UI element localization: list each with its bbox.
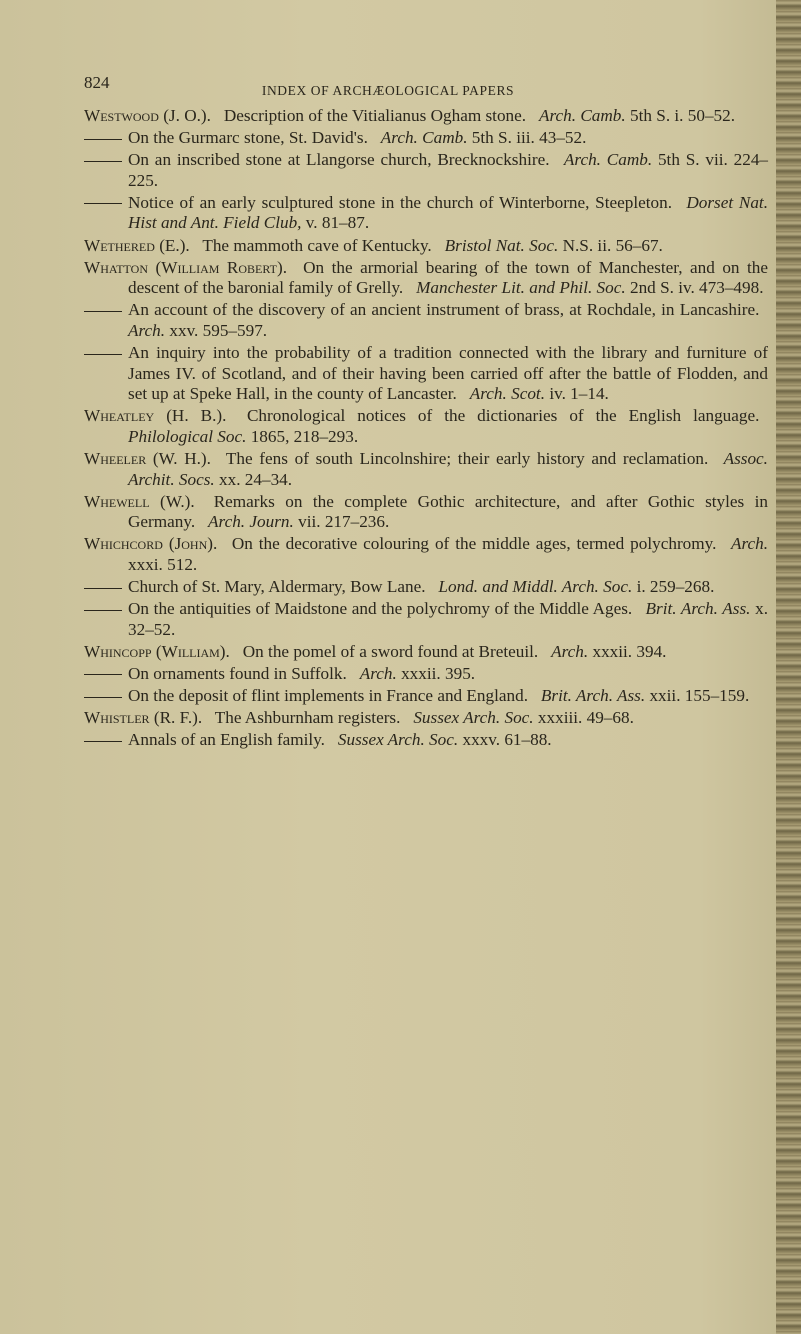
entry-journal: Brit. Arch. Ass.: [540, 686, 646, 706]
ditto-dash: [84, 139, 122, 140]
entry-author: Wheatley: [84, 406, 155, 426]
entry-reference: xxxiii. 49–68.: [537, 708, 634, 728]
index-entries: [84, 106, 768, 752]
index-entry: [84, 106, 768, 127]
entry-journal: Sussex Arch. Soc.: [337, 730, 459, 750]
entry-journal: Arch.: [359, 663, 397, 683]
entry-journal: Sussex Arch. Soc.: [413, 708, 534, 728]
entry-author-names: (W. H.).: [152, 449, 211, 468]
entry-author-names: (E.).: [159, 235, 190, 255]
entry-reference: i. 259–268.: [636, 577, 715, 597]
entry-title: On the antiquities of Maidstone and the polychromy of the Middle Ages.: [128, 599, 633, 619]
entry-reference: 1865, 218–293.: [250, 426, 359, 446]
index-entry: [84, 599, 768, 640]
entry-title: Chronological notices of the dictionaries of the English language.: [246, 406, 760, 426]
entry-author: Westwood: [84, 106, 159, 125]
ditto-dash: [84, 203, 122, 204]
index-entry: [84, 534, 768, 575]
entry-author-names: (John).: [168, 534, 218, 554]
entry-title: On an inscribed stone at Llangorse church, Brecknockshire.: [128, 150, 550, 170]
entry-title: The mammoth cave of Kentucky.: [202, 235, 432, 255]
entry-title: On the armorial bearing of the town of Manchester, and on the descent of the baronial family of Grelly.: [128, 257, 769, 298]
running-title: INDEX OF ARCHÆOLOGICAL PAPERS: [261, 83, 515, 98]
entry-title: Remarks on the complete Gothic architecture, and after Gothic styles in Germany.: [128, 491, 769, 532]
entry-reference: xxxii. 394.: [592, 641, 667, 661]
entry-author: Wethered: [84, 235, 155, 255]
entry-journal: Brit. Arch. Ass.: [645, 599, 751, 619]
entry-author: Whichcord: [84, 534, 163, 554]
entry-title: Notice of an early sculptured stone in the church of Winterborne, Steepleton.: [128, 192, 673, 212]
entry-journal: Arch.: [730, 534, 769, 554]
entry-title: An account of the discovery of an ancient instrument of brass, at Rochdale, in Lancashire.: [128, 300, 760, 320]
entry-reference: vii. 217–236.: [298, 512, 390, 532]
entry-reference: xxxii. 395.: [401, 663, 476, 683]
ditto-dash: [84, 674, 122, 675]
ditto-dash: [84, 161, 122, 162]
page-edges: [776, 0, 801, 1334]
entry-journal: Arch. Camb.: [538, 106, 626, 125]
entry-journal: Dorset Nat. Hist and Ant. Field Club,: [128, 192, 769, 233]
entry-journal: Bristol Nat. Soc.: [444, 235, 559, 255]
entry-journal: Arch.: [551, 641, 589, 661]
entry-title: Description of the Vitialianus Ogham stone.: [223, 106, 527, 125]
entry-reference: N.S. ii. 56–67.: [562, 235, 663, 255]
index-entry: [84, 150, 768, 191]
entry-journal: Arch. Camb.: [380, 128, 468, 148]
entry-author-names: (H. B.).: [166, 406, 227, 426]
entry-reference: iv. 1–14.: [549, 384, 609, 404]
index-entry: [84, 492, 768, 533]
ditto-dash: [84, 588, 122, 589]
index-entry: [84, 343, 768, 405]
ditto-dash: [84, 311, 122, 312]
index-entry: [84, 236, 768, 257]
entry-author: Wheeler: [84, 449, 147, 468]
entry-journal: Arch. Scot.: [469, 384, 546, 404]
entry-author: Whincopp: [84, 641, 152, 661]
entry-title: On ornaments found in Suffolk.: [128, 663, 347, 683]
entry-reference: 2nd S. iv. 473–498.: [629, 278, 764, 298]
entry-reference: xxii. 155–159.: [649, 686, 750, 706]
index-entry: [84, 300, 768, 341]
entry-title: On the deposit of flint implements in France and England.: [128, 686, 529, 706]
entry-journal: Manchester Lit. and Phil. Soc.: [416, 278, 626, 298]
ditto-dash: [84, 697, 122, 698]
entry-journal: Lond. and Middl. Arch. Soc.: [438, 577, 633, 597]
entry-author: Whatton: [84, 257, 148, 277]
entry-reference: 5th S. vii. 224–225.: [128, 150, 769, 190]
entry-title: Church of St. Mary, Aldermary, Bow Lane.: [128, 577, 426, 597]
entry-reference: xxxi. 512.: [128, 554, 198, 574]
ditto-dash: [84, 741, 122, 742]
entry-reference: x. 32–52.: [128, 599, 769, 639]
entry-title: The Ashburnham registers.: [214, 708, 401, 728]
entry-author: Whewell: [84, 491, 150, 511]
entry-reference: xxxv. 61–88.: [462, 730, 552, 750]
index-entry: [84, 686, 768, 707]
entry-title: On the decorative colouring of the middle ages, termed polychromy.: [231, 534, 717, 554]
entry-reference: 5th S. iii. 43–52.: [471, 128, 587, 148]
page-number: 824: [84, 73, 110, 92]
entry-reference: v. 81–87.: [305, 213, 370, 233]
index-entry: [84, 193, 768, 234]
entry-author-names: (R. F.).: [153, 708, 203, 728]
entry-title: The fens of south Lincolnshire; their early history and reclamation.: [225, 449, 709, 468]
entry-author-names: (William).: [155, 641, 230, 661]
entry-journal: Assoc. Archit. Socs.: [128, 449, 768, 489]
entry-reference: xxv. 595–597.: [169, 320, 268, 340]
entry-journal: Philological Soc.: [128, 426, 247, 446]
entry-author-names: (William Robert).: [155, 257, 288, 277]
entry-reference: xx. 24–34.: [219, 469, 293, 489]
entry-journal: Arch.: [128, 320, 166, 340]
entry-reference: 5th S. i. 50–52.: [630, 106, 736, 125]
ditto-dash: [84, 354, 122, 355]
entry-journal: Arch. Journ.: [208, 512, 294, 532]
index-entry: [84, 708, 768, 729]
index-entry: [84, 449, 768, 490]
index-entry: [84, 730, 768, 751]
entry-title: On the Gurmarc stone, St. David's.: [128, 128, 368, 148]
index-entry: [84, 577, 768, 598]
index-entry: [84, 642, 768, 663]
index-entry: [84, 664, 768, 685]
entry-author-names: (W.).: [159, 491, 195, 511]
entry-title: Annals of an English family.: [128, 730, 325, 750]
entry-title: An inquiry into the probability of a tradition connected with the library and furniture of James IV. of Scotland, and of their having been carried off after the battle of Flodden, and set up at Speke Hall, in the county of Lancaster.: [128, 343, 768, 404]
entry-author-names: (J. O.).: [163, 106, 211, 125]
entry-journal: Arch. Camb.: [563, 150, 653, 170]
index-entry: [84, 128, 768, 149]
entry-author: Whistler: [84, 708, 150, 728]
index-entry: [84, 258, 768, 299]
index-entry: [84, 406, 768, 447]
ditto-dash: [84, 610, 122, 611]
entry-title: On the pomel of a sword found at Breteuil.: [242, 641, 539, 661]
